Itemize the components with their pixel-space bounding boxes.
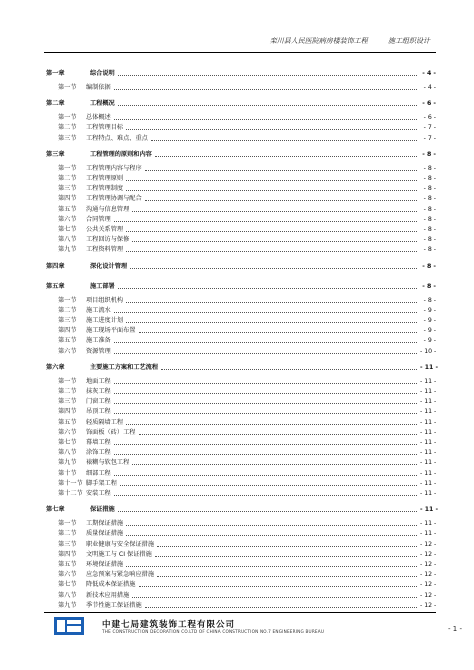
toc-section-row[interactable] (44, 133, 436, 143)
toc-title: 质量保证措施 (86, 530, 124, 538)
toc-title: 工程回访与保修 (86, 236, 130, 244)
toc-page-number: - 8 - (422, 150, 436, 158)
toc-section-row[interactable] (44, 386, 436, 396)
toc-number: 第四节 (58, 550, 77, 558)
toc-section-row[interactable] (44, 478, 436, 488)
toc-leader-dots (114, 382, 417, 384)
toc-leader-dots (114, 341, 417, 343)
toc-leader-dots (114, 352, 417, 354)
header-doc: 施工组织设计 (388, 37, 430, 45)
toc-leader-dots (114, 443, 417, 445)
toc-leader-dots (155, 555, 417, 557)
toc-leader-dots (161, 368, 417, 370)
toc-page-number: - 11 - (420, 490, 437, 497)
toc-number: 第五节 (58, 418, 77, 426)
toc-title: 工程管理内容与程序 (86, 164, 142, 172)
toc-number: 第九节 (58, 459, 77, 467)
toc-section-row[interactable] (44, 539, 436, 549)
toc-page-number: - 12 - (420, 591, 437, 599)
toc-title: 深化设计管理 (90, 262, 128, 270)
toc-page-number: - 7 - (423, 124, 436, 132)
toc-title: 资源管理 (86, 347, 111, 355)
toc-page-number: - 8 - (422, 282, 436, 290)
toc-page-number: - 8 - (423, 226, 436, 233)
toc-leader-dots (157, 545, 417, 547)
toc-leader-dots (132, 240, 417, 242)
toc-number: 第五章 (46, 282, 65, 290)
toc-number: 第一节 (58, 114, 77, 122)
toc-title: 施工部署 (90, 282, 115, 290)
toc-title: 新技术应用措施 (86, 591, 130, 599)
toc-section-row[interactable] (44, 488, 436, 498)
toc-page-number: - 11 - (420, 377, 437, 385)
toc-section-row[interactable] (44, 528, 436, 538)
toc-page-number: - 12 - (420, 571, 437, 579)
toc-title: 应急预案与紧急响应措施 (86, 571, 155, 579)
toc-leader-dots (132, 210, 417, 212)
toc-number: 第六节 (58, 347, 77, 355)
toc-leader-dots (126, 534, 417, 536)
toc-title: 职业健康与安全保证措施 (86, 540, 155, 548)
toc-section-row[interactable] (44, 335, 436, 345)
toc-section-row[interactable] (44, 549, 436, 559)
toc-chapter-row[interactable] (44, 261, 436, 271)
toc-page-number: - 11 - (420, 408, 437, 416)
toc-chapter-row[interactable] (44, 362, 439, 372)
toc-leader-dots (130, 267, 417, 269)
toc-leader-dots (114, 412, 417, 414)
toc-title: 总体概述 (86, 114, 111, 122)
toc-title: 工期保证措施 (86, 520, 124, 528)
toc-number: 第三节 (58, 540, 77, 548)
toc-number: 第七章 (46, 506, 65, 514)
toc-leader-dots (157, 575, 417, 577)
toc-title: 主要施工方案和工艺流程 (90, 363, 159, 371)
toc-number: 第四节 (58, 195, 77, 203)
toc-title: 安装工程 (86, 490, 111, 497)
toc-number: 第二章 (46, 100, 65, 108)
toc-section-row[interactable] (44, 122, 436, 132)
toc-title: 门窗工程 (86, 398, 111, 406)
toc-section-row[interactable] (44, 406, 436, 416)
toc-number: 第三节 (58, 185, 77, 193)
toc-title: 环境保证措施 (86, 561, 124, 568)
toc-page-number: - 9 - (423, 327, 436, 335)
toc-page-number: - 8 - (423, 205, 436, 213)
toc-page-number: - 8 - (423, 175, 436, 182)
toc-number: 第六节 (58, 215, 77, 223)
toc-leader-dots (126, 321, 417, 323)
toc-number: 第九节 (58, 246, 77, 254)
toc-number: 第四节 (58, 408, 77, 416)
toc-section-row[interactable] (44, 204, 436, 214)
toc-page-number: - 11 - (420, 398, 437, 406)
toc-page-number: - 12 - (420, 581, 437, 589)
toc-leader-dots (145, 606, 417, 608)
toc-section-row[interactable] (44, 82, 436, 92)
toc-section-row[interactable] (44, 569, 436, 579)
header-text (252, 36, 430, 46)
toc-leader-dots (139, 585, 418, 587)
toc-leader-dots (132, 596, 417, 598)
toc-page-number: - 11 - (420, 469, 437, 477)
toc-title: 综合说明 (90, 70, 115, 77)
toc-section-row[interactable] (44, 600, 436, 610)
toc-leader-dots (114, 494, 417, 496)
toc-title: 裱糊与软包工程 (86, 459, 130, 467)
toc-page-number: - 11 - (420, 363, 439, 371)
toc-title: 施工流水 (86, 306, 111, 314)
toc-page-number: - 6 - (422, 100, 436, 108)
toc-section-row[interactable] (44, 193, 436, 203)
toc-title: 季节性施工保证措施 (86, 601, 142, 609)
toc-number: 第一节 (58, 520, 77, 528)
toc-page-number: - 11 - (420, 506, 439, 514)
toc-number: 第一章 (46, 70, 65, 77)
toc-section-row[interactable] (44, 224, 436, 234)
toc-number: 第二节 (58, 124, 77, 132)
toc-section-row[interactable] (44, 183, 436, 193)
toc-leader-dots (126, 423, 417, 425)
toc-leader-dots (114, 311, 417, 313)
toc-number: 第一节 (58, 84, 77, 91)
toc-page-number: - 12 - (420, 550, 437, 558)
toc-title: 工程管理的原则和内容 (90, 150, 152, 158)
toc-page-number: - 11 - (420, 439, 437, 446)
toc-page-number: - 8 - (422, 262, 436, 270)
page-number: - 1 - (448, 625, 462, 633)
toc-title: 脚手架工程 (86, 479, 117, 487)
toc-number: 第六节 (58, 571, 77, 579)
toc-title: 降低成本保证措施 (86, 581, 136, 589)
toc-leader-dots (118, 510, 417, 512)
toc-leader-dots (126, 301, 417, 303)
page-header (44, 30, 436, 53)
toc-number: 第十二节 (58, 490, 83, 497)
toc-title: 保证措施 (90, 506, 115, 514)
toc-leader-dots (114, 88, 417, 90)
toc-section-row[interactable] (44, 244, 436, 254)
toc-leader-dots (126, 230, 417, 232)
toc-title: 地面工程 (86, 377, 111, 385)
toc-title: 施工准备 (86, 337, 111, 345)
toc-section-row[interactable] (44, 112, 436, 122)
toc-page-number: - 11 - (420, 479, 437, 487)
toc-title: 公共关系管理 (86, 226, 124, 233)
toc-page-number: - 11 - (420, 520, 437, 528)
toc-page-number: - 11 - (420, 449, 437, 457)
toc-leader-dots (155, 155, 417, 157)
toc-section-row[interactable] (44, 295, 436, 305)
toc-section-row[interactable] (44, 447, 436, 457)
toc-leader-dots (139, 331, 418, 333)
toc-section-row[interactable] (44, 315, 436, 325)
toc-title: 涂饰工程 (86, 449, 111, 457)
toc-number: 第六章 (46, 363, 65, 371)
toc-title: 抹灰工程 (86, 388, 111, 395)
toc-number: 第四节 (58, 327, 77, 335)
toc-title: 工程特点、难点、重点 (86, 134, 148, 142)
toc-page-number: - 11 - (420, 388, 437, 395)
toc-page-number: - 11 - (420, 418, 437, 426)
toc-leader-dots (126, 524, 417, 526)
toc-number: 第五节 (58, 337, 77, 345)
toc-title: 沟通与信息管理 (86, 205, 130, 213)
toc-title: 工程管理原则 (86, 175, 124, 182)
toc-section-row[interactable] (44, 579, 436, 589)
toc-page-number: - 4 - (423, 84, 436, 91)
toc-section-row[interactable] (44, 376, 436, 386)
toc-section-row[interactable] (44, 417, 436, 427)
toc-number: 第二节 (58, 388, 77, 395)
toc-number: 第一节 (58, 377, 77, 385)
toc-number: 第四章 (46, 262, 65, 270)
toc-leader-dots (126, 179, 417, 181)
toc-number: 第五节 (58, 205, 77, 213)
toc-leader-dots (126, 565, 417, 567)
toc-title: 合同管理 (86, 215, 111, 223)
toc-page-number: - 8 - (423, 185, 436, 193)
toc-leader-dots (132, 463, 417, 465)
toc-section-row[interactable] (44, 396, 436, 406)
toc-number: 第七节 (58, 439, 77, 446)
toc-number: 第六节 (58, 428, 77, 436)
toc-number: 第八节 (58, 591, 77, 599)
toc-page-number: - 6 - (423, 114, 436, 122)
toc-section-row[interactable] (44, 346, 436, 356)
toc-chapter-row[interactable] (44, 281, 436, 291)
toc-section-row[interactable] (44, 234, 436, 244)
toc-page-number: - 10 - (420, 347, 437, 355)
toc-page-number: - 8 - (423, 246, 436, 254)
toc-leader-dots (114, 220, 417, 222)
toc-title: 施工进度计划 (86, 317, 124, 324)
toc-number: 第七节 (58, 226, 77, 233)
toc-section-row[interactable] (44, 427, 436, 437)
toc-chapter-row[interactable] (44, 504, 439, 514)
toc-leader-dots (145, 169, 417, 171)
toc-section-row[interactable] (44, 518, 436, 528)
toc-page-number: - 11 - (420, 428, 437, 436)
toc-title: 项目组织机构 (86, 296, 124, 304)
toc-title: 编制依据 (86, 84, 111, 91)
toc-leader-dots (120, 484, 417, 486)
company-logo-icon (54, 617, 84, 635)
toc-page-number: - 9 - (423, 306, 436, 314)
toc-number: 第三节 (58, 398, 77, 406)
header-project: 栾川县人民医院病房楼装饰工程 (269, 37, 368, 45)
toc-leader-dots (118, 104, 417, 106)
toc-number: 第八节 (58, 449, 77, 457)
toc-section-row[interactable] (44, 173, 436, 183)
toc-page-number: - 8 - (423, 296, 436, 304)
toc-number: 第二节 (58, 306, 77, 314)
toc-leader-dots (126, 128, 417, 130)
toc-number: 第三节 (58, 134, 77, 142)
toc-number: 第一节 (58, 164, 77, 172)
toc-leader-dots (118, 287, 417, 289)
toc-leader-dots (114, 453, 417, 455)
toc-leader-dots (151, 139, 417, 141)
toc-number: 第十节 (58, 469, 77, 477)
toc-page-number: - 12 - (420, 601, 437, 609)
toc-page-number: - 12 - (420, 540, 437, 548)
toc-title: 施工现场平面布置 (86, 327, 136, 335)
toc-number: 第二节 (58, 175, 77, 182)
toc-page-number: - 8 - (423, 215, 436, 223)
toc-page-number: - 9 - (423, 317, 436, 324)
toc-title: 吊顶工程 (86, 408, 111, 416)
toc-section-row[interactable] (44, 214, 436, 224)
toc-leader-dots (126, 189, 417, 191)
toc-leader-dots (139, 433, 418, 435)
toc-number: 第十一节 (58, 479, 83, 487)
toc-section-row[interactable] (44, 325, 436, 335)
footer-company-en: THE CONSTRUCTION DECORATION CO.LTD OF CHINA CONSTRUCTION NO.7 ENGINEERING BUREAU (102, 629, 325, 634)
toc-section-row[interactable] (44, 590, 436, 600)
toc-section-row[interactable] (44, 468, 436, 478)
toc-section-row[interactable] (44, 559, 436, 569)
toc-section-row[interactable] (44, 457, 436, 467)
toc-section-row[interactable] (44, 163, 436, 173)
toc-title: 细部工程 (86, 469, 111, 477)
toc-title: 工程资料管理 (86, 246, 124, 254)
toc-page-number: - 12 - (420, 561, 437, 568)
toc-title: 工程概况 (90, 100, 115, 108)
toc-number: 第三章 (46, 150, 65, 158)
toc-page-number: - 11 - (420, 530, 437, 538)
toc-number: 第八节 (58, 236, 77, 244)
toc-title: 工程管理目标 (86, 124, 124, 132)
toc-number: 第五节 (58, 561, 77, 568)
toc-title: 幕墙工程 (86, 439, 111, 446)
toc-section-row[interactable] (44, 305, 436, 315)
toc-chapter-row[interactable] (44, 98, 436, 108)
page-footer (44, 612, 436, 639)
toc-section-row[interactable] (44, 437, 436, 447)
toc-chapter-row[interactable] (44, 149, 436, 159)
toc-title: 轻质隔墙工程 (86, 418, 124, 426)
toc-leader-dots (114, 118, 417, 120)
toc-number: 第一节 (58, 296, 77, 304)
toc-page-number: - 11 - (420, 459, 437, 467)
toc-leader-dots (114, 402, 417, 404)
toc-title: 工程管理制度 (86, 185, 124, 193)
toc-leader-dots (118, 74, 417, 76)
toc-title: 工程管理协调与配合 (86, 195, 142, 203)
toc-page-number: - 7 - (423, 134, 436, 142)
toc-leader-dots (145, 199, 417, 201)
toc-leader-dots (114, 474, 417, 476)
toc-title: 饰面板（砖）工程 (86, 428, 136, 436)
toc-leader-dots (114, 392, 417, 394)
toc-number: 第七节 (58, 581, 77, 589)
footer-company-cn: 中建七局建筑装饰工程有限公司 (102, 620, 236, 630)
toc-page-number: - 8 - (423, 195, 436, 203)
toc-leader-dots (126, 250, 417, 252)
toc-number: 第九节 (58, 601, 77, 609)
toc-chapter-row[interactable] (44, 68, 436, 78)
toc-page-number: - 4 - (422, 70, 436, 77)
toc-number: 第三节 (58, 317, 77, 324)
toc-page-number: - 9 - (423, 337, 436, 345)
toc-page-number: - 8 - (423, 236, 436, 244)
toc-title: 文明施工与 CI 保证措施 (86, 550, 152, 558)
toc-page-number: - 8 - (423, 164, 436, 172)
toc-number: 第二节 (58, 530, 77, 538)
